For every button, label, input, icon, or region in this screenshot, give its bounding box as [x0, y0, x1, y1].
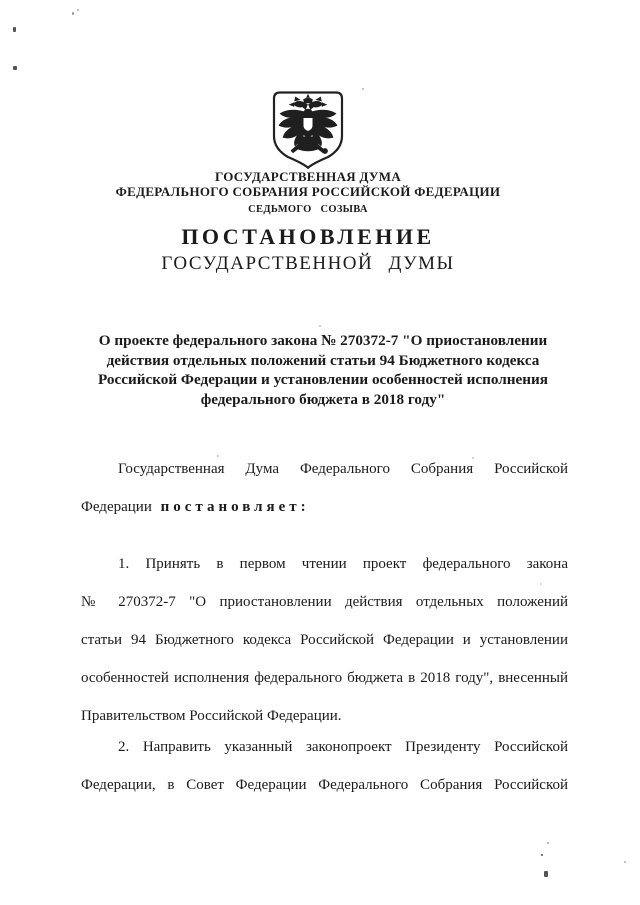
subject-line: федерального бюджета в 2018 году": [200, 390, 446, 408]
subject-line: действия отдельных положений статьи 94 Бюджетного кодекса: [106, 351, 540, 369]
scan-speckle: [547, 842, 549, 844]
body-line: особенностей исполнения федерального бюджета в 2018 году", внесенный: [81, 670, 568, 686]
body-line: № 270372-7 "О приостановлении действия отдельных положений: [81, 594, 568, 610]
org-name-line2: ФЕДЕРАЛЬНОГО СОБРАНИЯ РОССИЙСКОЙ ФЕДЕРАЦИИ: [115, 184, 501, 199]
decree-verb: постановляет:: [160, 499, 310, 515]
scan-speckle: [77, 9, 79, 11]
document-type-title: ПОСТАНОВЛЕНИЕ: [181, 224, 435, 249]
body-line: статьи 94 Бюджетного кодекса Российской Федерации и установлении: [81, 632, 568, 648]
scan-speckle: [319, 325, 321, 327]
body-line: [81, 488, 568, 526]
body-line: Федерации, в Совет Федерации Федерального Собрания Российской: [81, 777, 568, 793]
scan-speckle: [544, 871, 548, 877]
scan-speckle: [13, 66, 17, 70]
org-convocation: СЕДЬМОГО СОЗЫВА: [248, 204, 368, 215]
scan-speckle: [624, 861, 626, 863]
paragraph-intro: [81, 450, 568, 526]
scan-speckle: [541, 854, 543, 856]
subject-line: Российской Федерации и установлении особенностей исполнения: [98, 371, 548, 388]
subject-line: О проекте федерального закона № 270372-7 "О приостановлении: [98, 332, 548, 349]
scan-speckle: [13, 27, 16, 32]
resolution-subject: [84, 331, 562, 409]
body-line: 1. Принять в первом чтении проект федерального закона: [118, 556, 568, 572]
org-name-line1: ГОСУДАРСТВЕННАЯ ДУМА: [214, 169, 402, 184]
paragraph-item-2: [81, 728, 568, 804]
body-line-text: Федерации: [81, 499, 152, 515]
paragraph-item-1: [81, 545, 568, 735]
coat-of-arms-icon: [272, 91, 344, 169]
body-line: Государственная Дума Федерального Собрания Российской: [118, 461, 568, 477]
scan-speckle: [362, 88, 364, 90]
document-type-subtitle: ГОСУДАРСТВЕННОЙ ДУМЫ: [161, 253, 455, 274]
letterhead: [0, 169, 616, 275]
scan-speckle: [72, 12, 74, 15]
body-line: Правительством Российской Федерации.: [81, 708, 342, 724]
body-line: 2. Направить указанный законопроект Президенту Российской: [118, 739, 568, 755]
